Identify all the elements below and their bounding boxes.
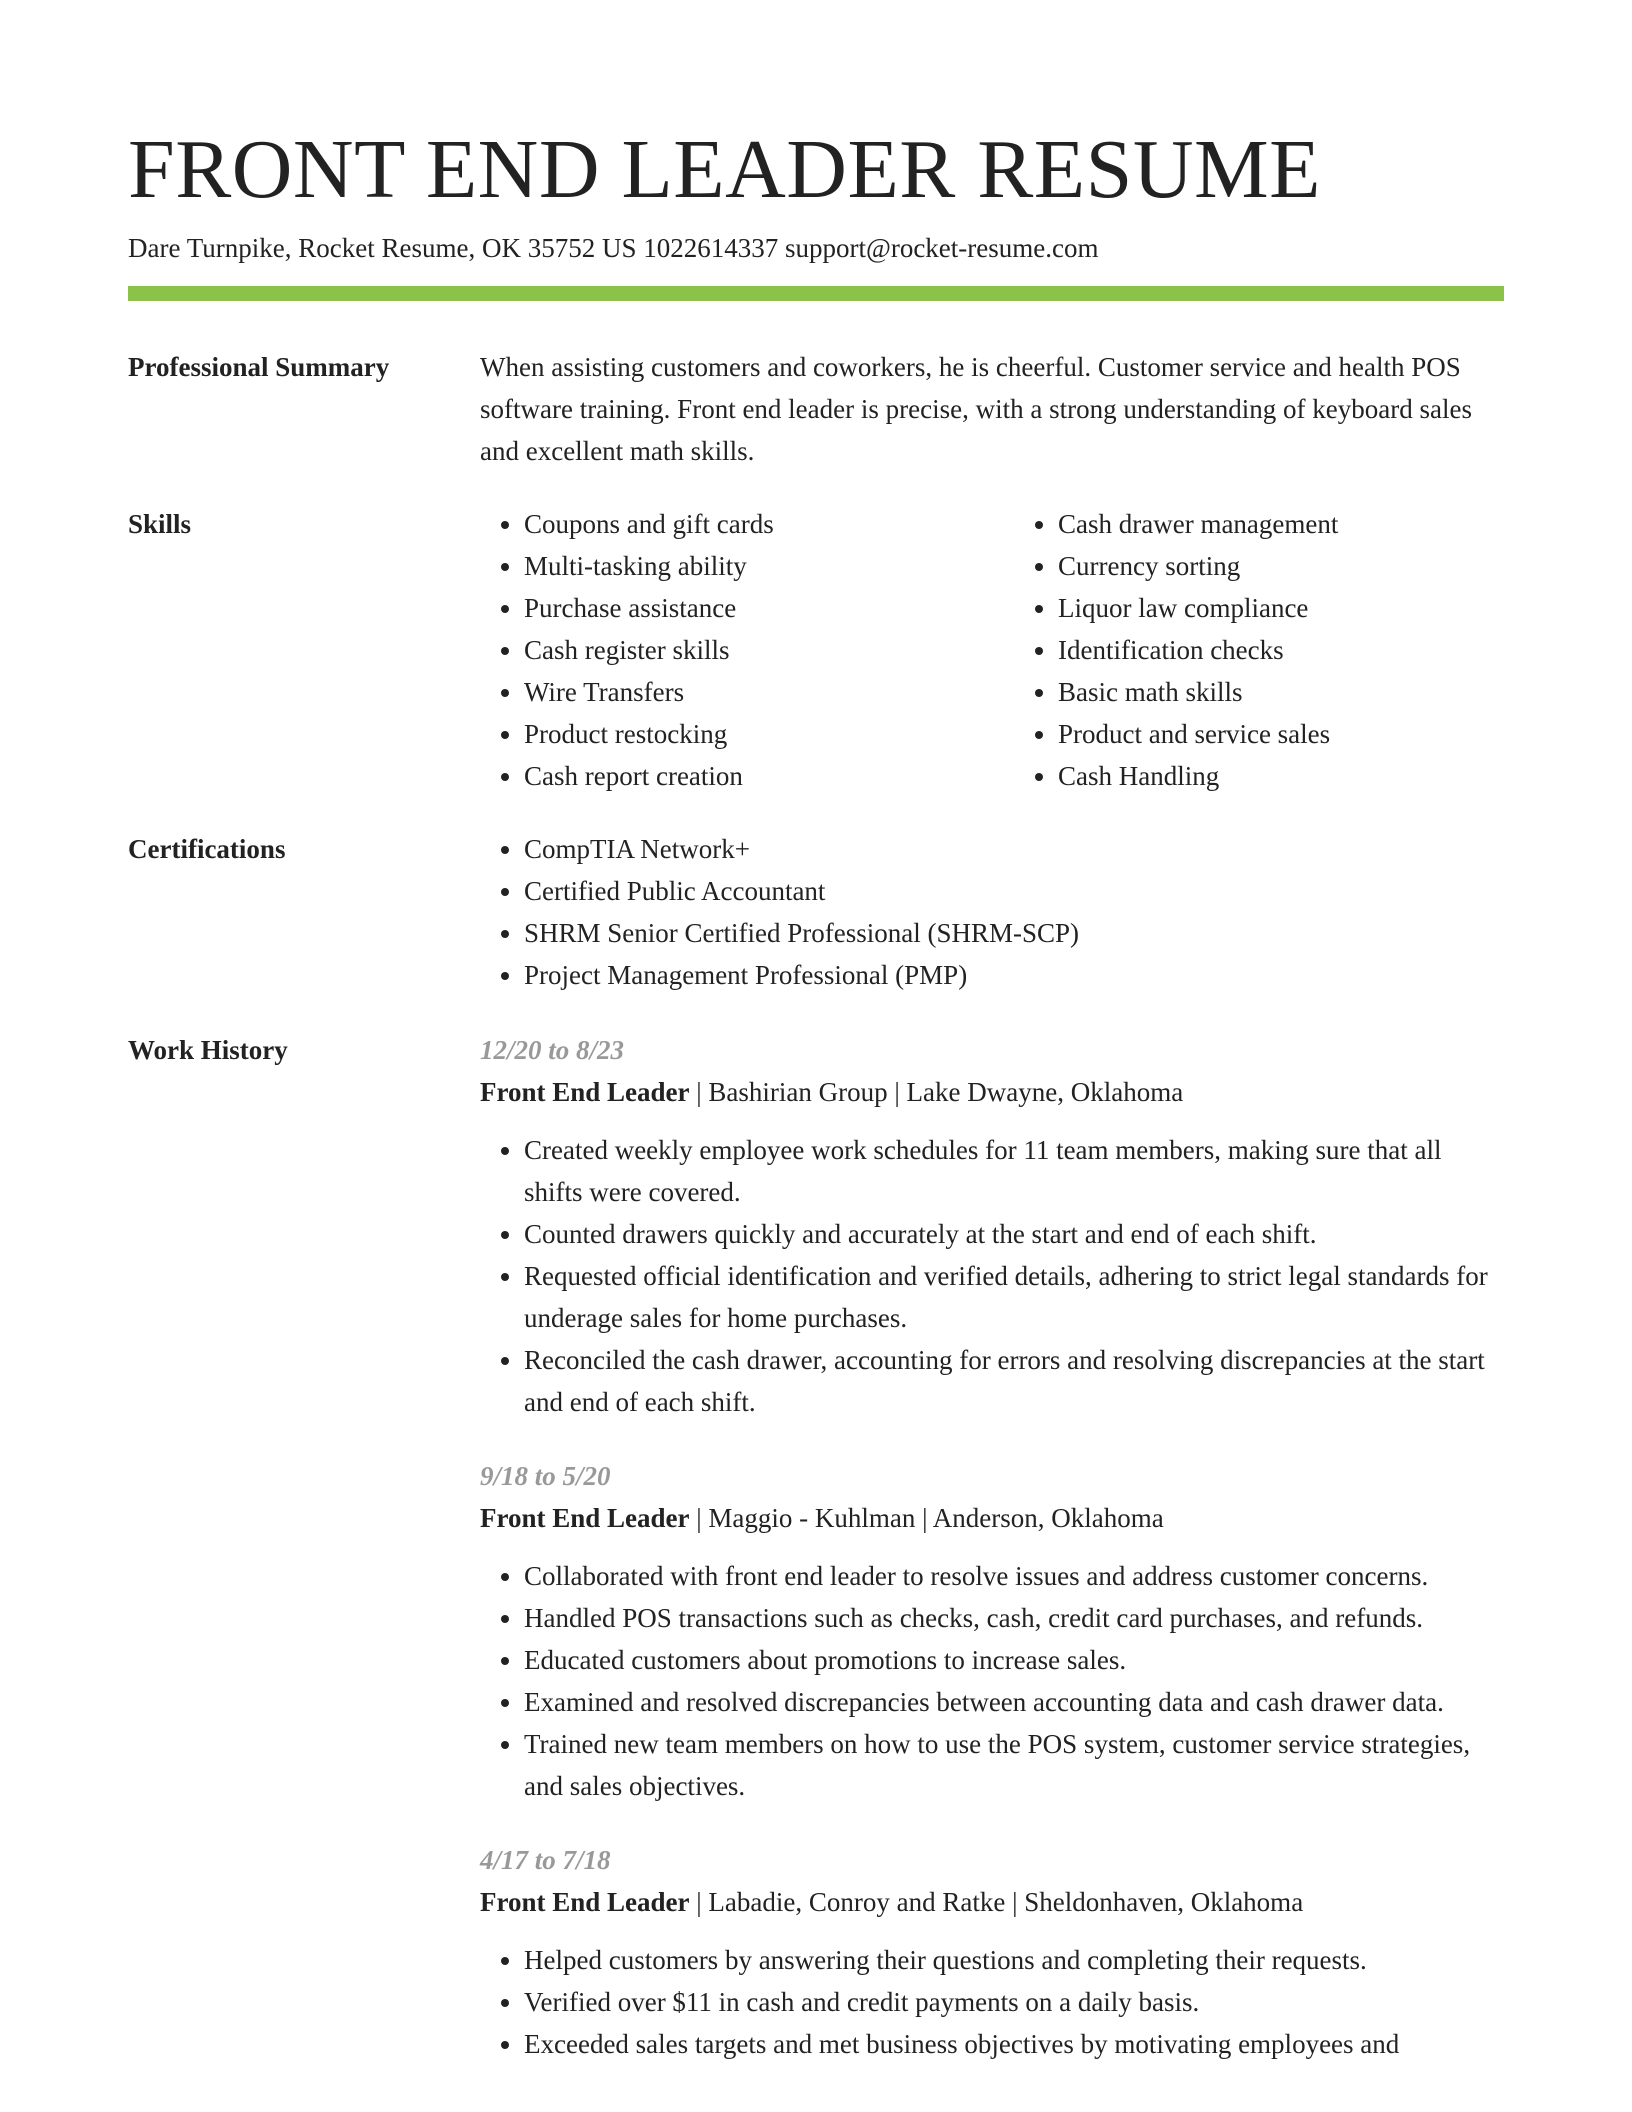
job-role: Front End Leader bbox=[480, 1503, 690, 1533]
job-bullet: • Counted drawers quickly and accurately at the start and end of each shift. bbox=[524, 1213, 1504, 1255]
certification-item: • CompTIA Network+ bbox=[524, 828, 1504, 870]
job-bullets bbox=[480, 1939, 1504, 2065]
job-details: | Maggio - Kuhlman | Anderson, Oklahoma bbox=[689, 1503, 1164, 1533]
job-bullet: • Requested official identification and verified details, adhering to strict legal standards for underage sales for home purchases. bbox=[524, 1255, 1504, 1339]
job-dates: 12/20 to 8/23 bbox=[480, 1035, 625, 1065]
certifications-heading: Certifications bbox=[128, 834, 286, 864]
job-role: Front End Leader bbox=[480, 1077, 690, 1107]
skill-item: • Liquor law compliance bbox=[1058, 587, 1504, 629]
job-bullets bbox=[480, 1555, 1504, 1807]
job-dates: 4/17 to 7/18 bbox=[480, 1845, 611, 1875]
skill-item: • Cash drawer management bbox=[1058, 503, 1504, 545]
summary-heading: Professional Summary bbox=[128, 352, 390, 382]
skills-heading: Skills bbox=[128, 509, 192, 539]
job-bullet: • Reconciled the cash drawer, accounting for errors and resolving discrepancies at the start and end of each shift. bbox=[524, 1339, 1504, 1423]
skill-item: • Purchase assistance bbox=[524, 587, 970, 629]
skills-list-left bbox=[480, 503, 970, 797]
job-bullet: • Examined and resolved discrepancies between accounting data and cash drawer data. bbox=[524, 1681, 1504, 1723]
skills-list-right bbox=[1014, 503, 1504, 797]
job-bullet: • Verified over $11 in cash and credit payments on a daily basis. bbox=[524, 1981, 1504, 2023]
job-bullet: • Exceeded sales targets and met business objectives by motivating employees and bbox=[524, 2023, 1504, 2065]
summary-text: When assisting customers and coworkers, he is cheerful. Customer service and health POS software training. Front end leader is precise, with a strong understanding of keyboard sales and excellent math skills. bbox=[480, 352, 1472, 466]
skill-item: • Identification checks bbox=[1058, 629, 1504, 671]
job-entry bbox=[480, 1839, 1504, 2065]
skill-item: • Product and service sales bbox=[1058, 713, 1504, 755]
job-bullet: • Trained new team members on how to use the POS system, customer service strategies, and sales objectives. bbox=[524, 1723, 1504, 1807]
job-title-line bbox=[480, 1497, 1504, 1539]
skill-item: • Wire Transfers bbox=[524, 671, 970, 713]
job-bullet: • Educated customers about promotions to increase sales. bbox=[524, 1639, 1504, 1681]
job-details: | Bashirian Group | Lake Dwayne, Oklahoma bbox=[689, 1077, 1184, 1107]
job-title-line bbox=[480, 1071, 1504, 1113]
job-bullets bbox=[480, 1129, 1504, 1423]
job-bullet: • Helped customers by answering their questions and completing their requests. bbox=[524, 1939, 1504, 1981]
skill-item: • Multi-tasking ability bbox=[524, 545, 970, 587]
job-role: Front End Leader bbox=[480, 1887, 690, 1917]
job-entry bbox=[480, 1029, 1504, 1423]
contact-line: Dare Turnpike, Rocket Resume, OK 35752 US 1022614337 support@rocket-resume.com bbox=[128, 233, 1099, 263]
skill-item: • Cash register skills bbox=[524, 629, 970, 671]
job-title-line bbox=[480, 1881, 1504, 1923]
skill-item: • Basic math skills bbox=[1058, 671, 1504, 713]
certification-item: • SHRM Senior Certified Professional (SHRM-SCP) bbox=[524, 912, 1504, 954]
accent-divider bbox=[128, 286, 1504, 301]
job-details: | Labadie, Conroy and Ratke | Sheldonhaven, Oklahoma bbox=[689, 1887, 1304, 1917]
skill-item: • Cash Handling bbox=[1058, 755, 1504, 797]
certification-item: • Certified Public Accountant bbox=[524, 870, 1504, 912]
job-bullet: • Handled POS transactions such as checks, cash, credit card purchases, and refunds. bbox=[524, 1597, 1504, 1639]
job-entry bbox=[480, 1455, 1504, 1807]
skill-item: • Cash report creation bbox=[524, 755, 970, 797]
job-bullet: • Collaborated with front end leader to resolve issues and address customer concerns. bbox=[524, 1555, 1504, 1597]
certification-item: • Project Management Professional (PMP) bbox=[524, 954, 1504, 996]
certifications-list bbox=[480, 828, 1504, 996]
page-title: FRONT END LEADER RESUME bbox=[128, 123, 1321, 216]
job-bullet: • Created weekly employee work schedules for 11 team members, making sure that all shifts were covered. bbox=[524, 1129, 1504, 1213]
work-history-heading: Work History bbox=[128, 1035, 288, 1065]
skill-item: • Currency sorting bbox=[1058, 545, 1504, 587]
job-dates: 9/18 to 5/20 bbox=[480, 1461, 611, 1491]
skill-item: • Coupons and gift cards bbox=[524, 503, 970, 545]
skill-item: • Product restocking bbox=[524, 713, 970, 755]
